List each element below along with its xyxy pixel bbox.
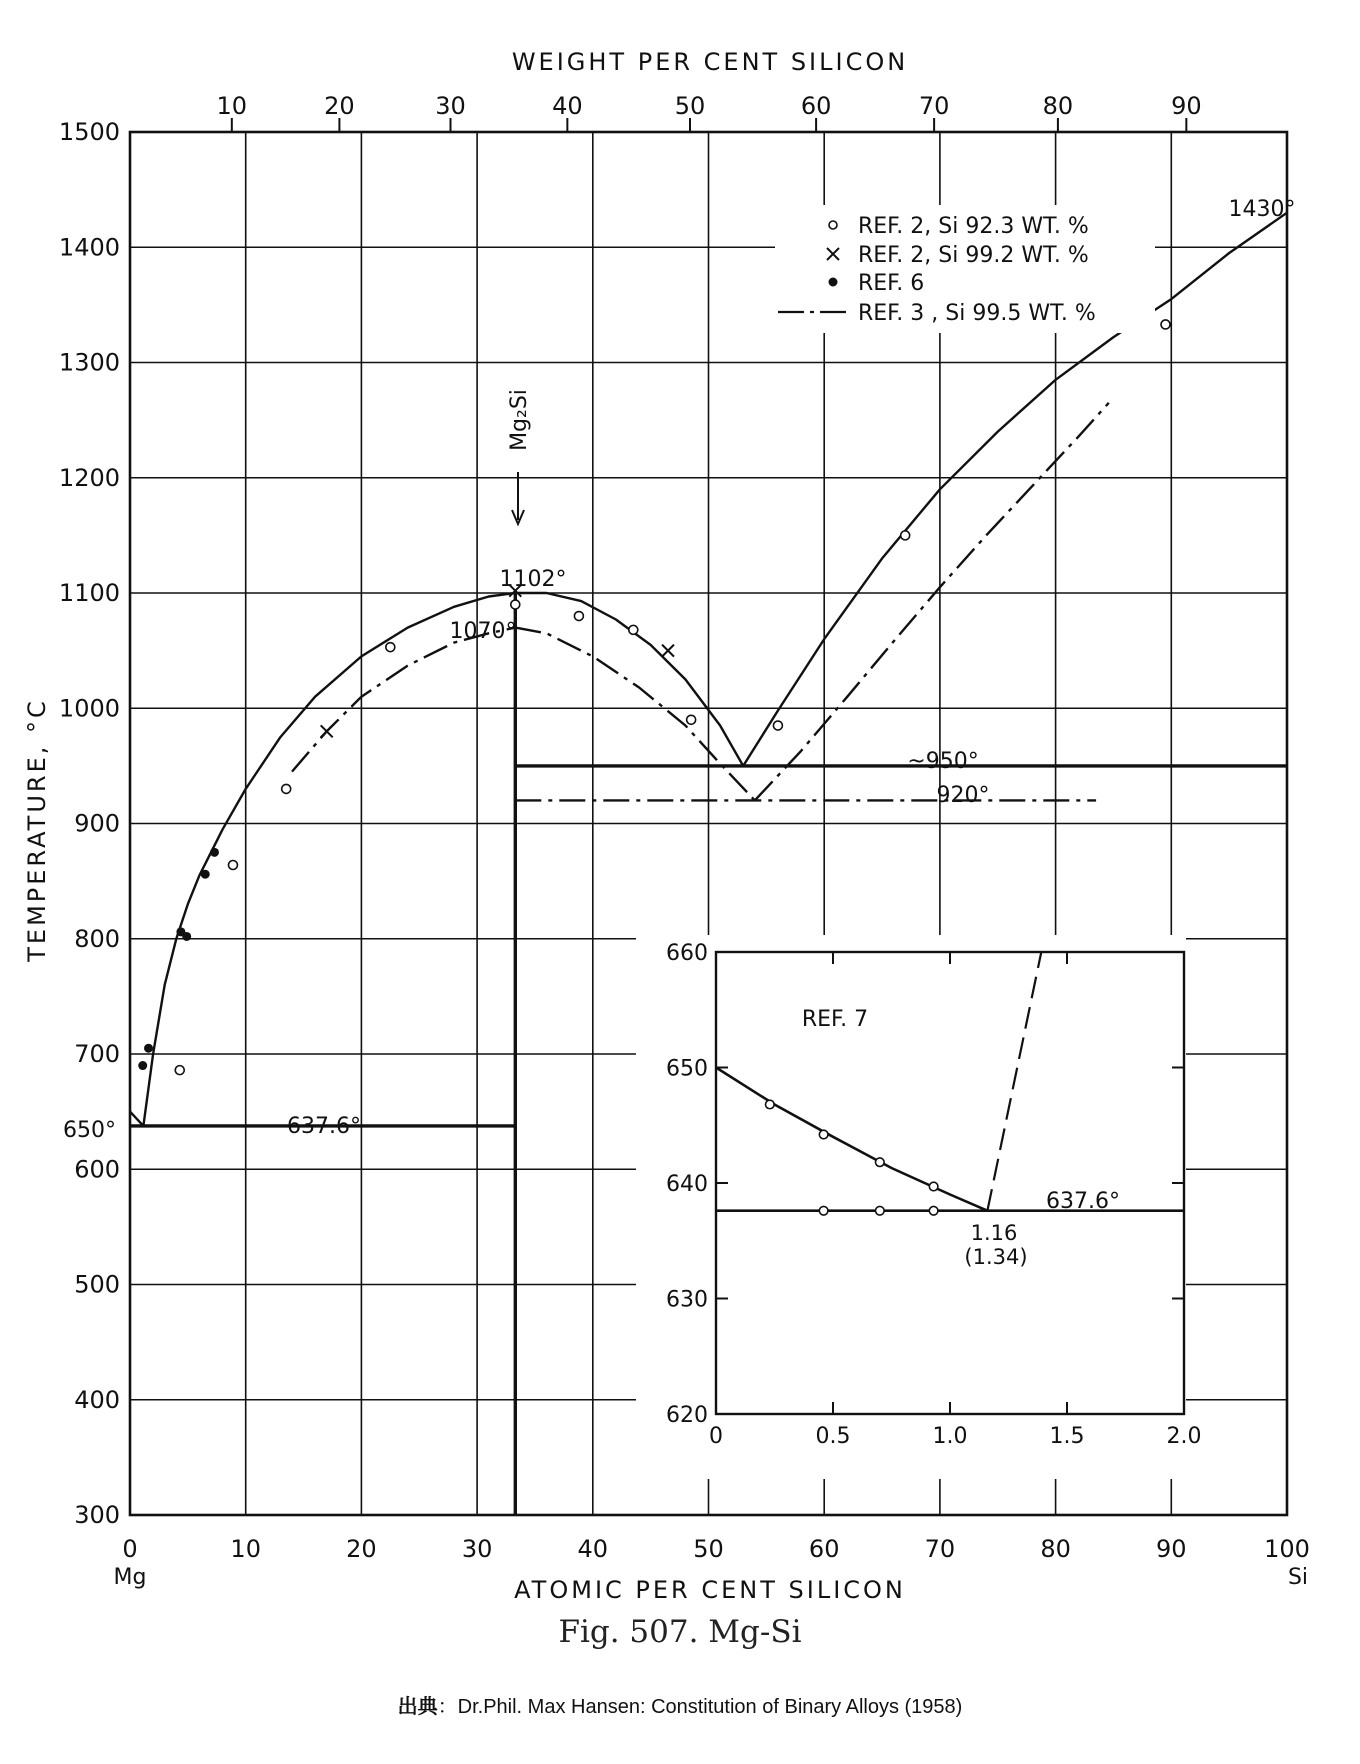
data-point-filled-circle xyxy=(201,870,210,879)
inset-annotation-1-34: (1.34) xyxy=(964,1245,1028,1269)
x-tick-label: 80 xyxy=(1040,1535,1071,1563)
inset-y-tick-label: 620 xyxy=(666,1403,708,1428)
inset-data-point-open-circle xyxy=(819,1130,828,1139)
legend xyxy=(775,205,1155,333)
legend-marker-filled-circle xyxy=(829,278,838,287)
inset-data-point-open-circle xyxy=(876,1206,885,1215)
x-tick-label: 40 xyxy=(577,1535,609,1563)
y-tick-label: 1500 xyxy=(58,118,120,146)
y-tick-label: 1100 xyxy=(58,579,120,607)
mg2si-label: Mg₂Si xyxy=(507,389,532,451)
data-point-filled-circle xyxy=(210,848,219,857)
annotation-1070: 1070° xyxy=(449,619,517,644)
data-point-open-circle xyxy=(511,600,520,609)
inset-annotation-1-16: 1.16 xyxy=(970,1221,1018,1245)
top-tick-label: 50 xyxy=(674,92,706,120)
inset-y-tick-label: 650 xyxy=(666,1056,708,1082)
inset-y-tick-label: 630 xyxy=(666,1287,708,1313)
inset-data-point-open-circle xyxy=(766,1100,775,1109)
mg2si-marker xyxy=(507,389,532,524)
x-end-label-mg: Mg xyxy=(113,1565,147,1590)
y-tick-label: 600 xyxy=(74,1155,120,1184)
annotation-1430: 1430° xyxy=(1228,197,1296,222)
source-text: ：Dr.Phil. Max Hansen: Constitution of Binary Alloys (1958) xyxy=(437,1696,963,1718)
data-point-open-circle xyxy=(687,715,696,724)
annotation-920: 920° xyxy=(936,783,990,808)
inset-annotation-637-6: 637.6° xyxy=(1046,1189,1120,1214)
data-point-open-circle xyxy=(1161,320,1170,329)
inset-y-tick-label: 640 xyxy=(666,1172,708,1197)
y-tick-label: 900 xyxy=(74,809,120,838)
figure-caption: Fig. 507. Mg-Si xyxy=(558,1614,802,1650)
top-tick-label: 90 xyxy=(1171,92,1202,120)
x-tick-label: 60 xyxy=(808,1535,840,1563)
data-point-cross xyxy=(662,645,674,657)
y-tick-label: 1400 xyxy=(58,233,120,262)
data-point-filled-circle xyxy=(138,1061,147,1070)
data-point-open-circle xyxy=(282,784,291,793)
x-tick-label: 30 xyxy=(461,1535,493,1563)
top-tick-label: 10 xyxy=(216,92,248,120)
inset-y-tick-label: 660 xyxy=(666,941,708,966)
data-point-open-circle xyxy=(386,643,395,652)
x-axis-label: ATOMIC PER CENT SILICON xyxy=(514,1576,906,1604)
data-point-open-circle xyxy=(175,1066,184,1075)
inset-x-tick-label: 0 xyxy=(709,1424,723,1449)
legend-label-ref6: REF. 6 xyxy=(858,271,925,296)
y-tick-label: 300 xyxy=(74,1501,120,1529)
x-tick-label: 100 xyxy=(1264,1535,1310,1563)
top-axis-label: WEIGHT PER CENT SILICON xyxy=(511,48,909,76)
x-tick-label: 10 xyxy=(230,1535,261,1563)
x-tick-label: 20 xyxy=(346,1535,377,1563)
data-point-open-circle xyxy=(901,531,910,540)
source-line xyxy=(0,1690,1360,1719)
inset-data-point-open-circle xyxy=(819,1206,828,1215)
data-point-cross xyxy=(321,725,333,737)
inset-chart xyxy=(636,935,1202,1479)
inset-data-point-open-circle xyxy=(929,1206,938,1215)
source-label: 出典 xyxy=(397,1696,438,1718)
annotation-1102: 1102° xyxy=(499,567,567,592)
legend-marker-open-circle xyxy=(829,221,837,229)
annotation-637-6: 637.6° xyxy=(287,1114,361,1139)
inset-data-point-open-circle xyxy=(876,1158,885,1167)
data-point-open-circle xyxy=(773,721,782,730)
data-point-filled-circle xyxy=(144,1044,153,1053)
data-point-open-circle xyxy=(228,860,237,869)
inset-x-tick-label: 1.5 xyxy=(1049,1424,1085,1449)
inset-x-tick-label: 0.5 xyxy=(815,1424,851,1449)
top-tick-label: 80 xyxy=(1042,92,1074,120)
x-end-label-si: Si xyxy=(1287,1565,1309,1590)
inset-title: REF. 7 xyxy=(801,1007,869,1032)
top-tick-label: 40 xyxy=(552,92,583,120)
y-axis-label: TEMPERATURE, °C xyxy=(23,698,51,962)
y-tick-label: 500 xyxy=(74,1270,120,1299)
legend-label-ref2-923: REF. 2, Si 92.3 WT. % xyxy=(858,214,1089,239)
series-line-solid xyxy=(143,593,515,1126)
x-tick-label: 0 xyxy=(122,1535,138,1563)
legend-label-ref3: REF. 3 , Si 99.5 WT. % xyxy=(858,301,1096,326)
x-tick-label: 50 xyxy=(693,1535,724,1563)
x-tick-label: 70 xyxy=(924,1535,956,1563)
data-point-open-circle xyxy=(574,612,583,621)
y-tick-label: 400 xyxy=(74,1385,120,1414)
y-tick-label: 800 xyxy=(74,924,120,953)
y-tick-label: 1300 xyxy=(58,348,120,377)
series-line-solid xyxy=(130,1112,143,1126)
top-tick-label: 60 xyxy=(800,92,832,120)
inset-data-point-open-circle xyxy=(929,1182,938,1191)
inset-x-tick-label: 1.0 xyxy=(932,1424,968,1449)
annotation-950: ~950° xyxy=(907,749,979,774)
top-tick-label: 20 xyxy=(324,92,355,120)
top-tick-label: 70 xyxy=(918,92,950,120)
annotation-650: 650° xyxy=(63,1118,116,1143)
top-tick-label: 30 xyxy=(435,92,466,120)
series-line-dash-dot xyxy=(515,628,755,801)
y-tick-label: 1000 xyxy=(58,694,120,723)
legend-label-ref2-992: REF. 2, Si 99.2 WT. % xyxy=(858,243,1089,268)
inset-x-tick-label: 2.0 xyxy=(1166,1424,1202,1449)
y-tick-label: 700 xyxy=(74,1040,120,1068)
x-tick-label: 90 xyxy=(1156,1535,1187,1563)
y-tick-label: 1200 xyxy=(58,463,120,492)
series-line-dash-dot xyxy=(292,628,515,772)
data-point-open-circle xyxy=(629,625,638,634)
data-point-filled-circle xyxy=(182,932,191,941)
